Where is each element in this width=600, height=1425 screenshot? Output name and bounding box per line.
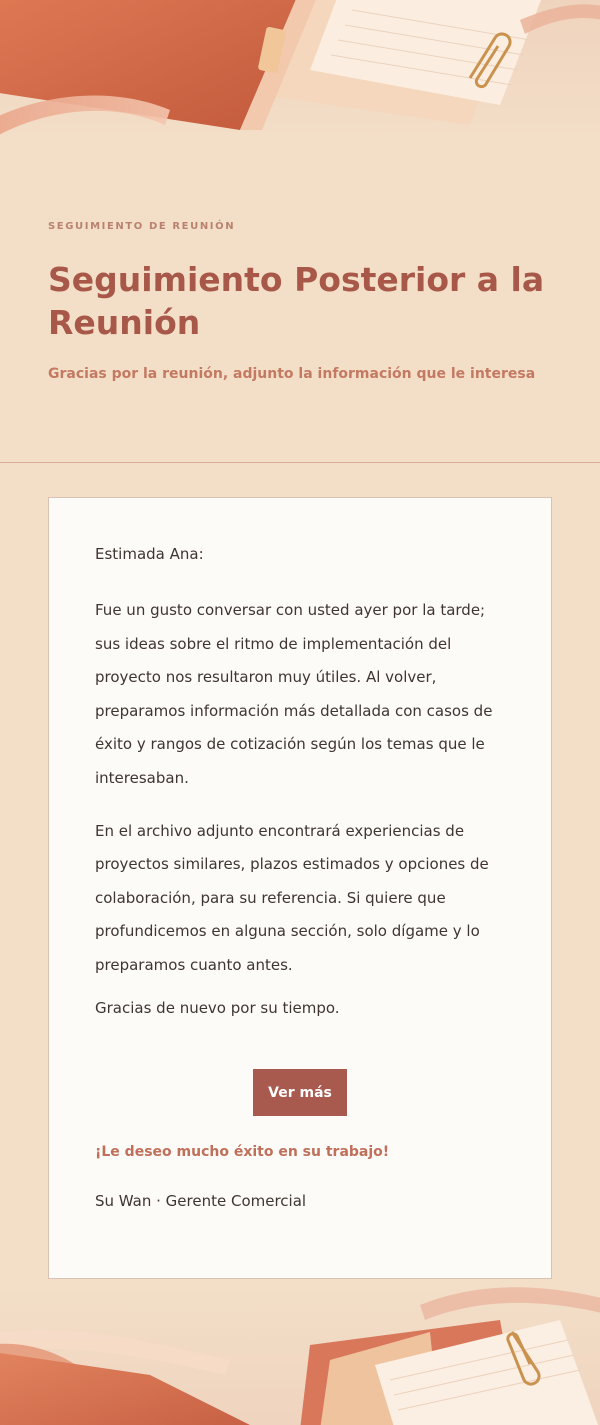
page-title: Seguimiento Posterior a la Reunión (48, 260, 545, 342)
view-more-button[interactable]: Ver más (253, 1069, 347, 1116)
letter-body (95, 543, 507, 1019)
thanks-line: Gracias de nuevo por su tiempo. (95, 998, 340, 1017)
letter-paragraph: Fue un gusto conversar con usted ayer por la tarde; sus ideas sobre el ritmo de implementación del proyecto nos resultaron muy útiles. Al volver, preparamos información más detallada con casos de éxito y rangos de cotización según los temas que le interesaban. (95, 601, 493, 787)
bottom-decoration (0, 1280, 600, 1425)
top-decoration (0, 0, 600, 200)
letter-card (48, 497, 552, 1279)
header (0, 200, 600, 462)
page-subtitle: Gracias por la reunión, adjunto la información que le interesa (48, 366, 536, 382)
closing-wish: ¡Le deseo mucho éxito en su trabajo! (95, 1144, 390, 1160)
letter-paragraph: En el archivo adjunto encontrará experiencias de proyectos similares, plazos estimados y opciones de colaboración, para su referencia. Si quiere que profundicemos en alguna sección, solo dígame y lo preparamos cuanto antes. (95, 821, 489, 974)
signature: Su Wan · Gerente Comercial (95, 1192, 307, 1210)
header-divider (0, 462, 600, 463)
eyebrow-label: SEGUIMIENTO DE REUNIÓN (48, 221, 236, 232)
greeting: Estimada Ana: (95, 545, 204, 563)
